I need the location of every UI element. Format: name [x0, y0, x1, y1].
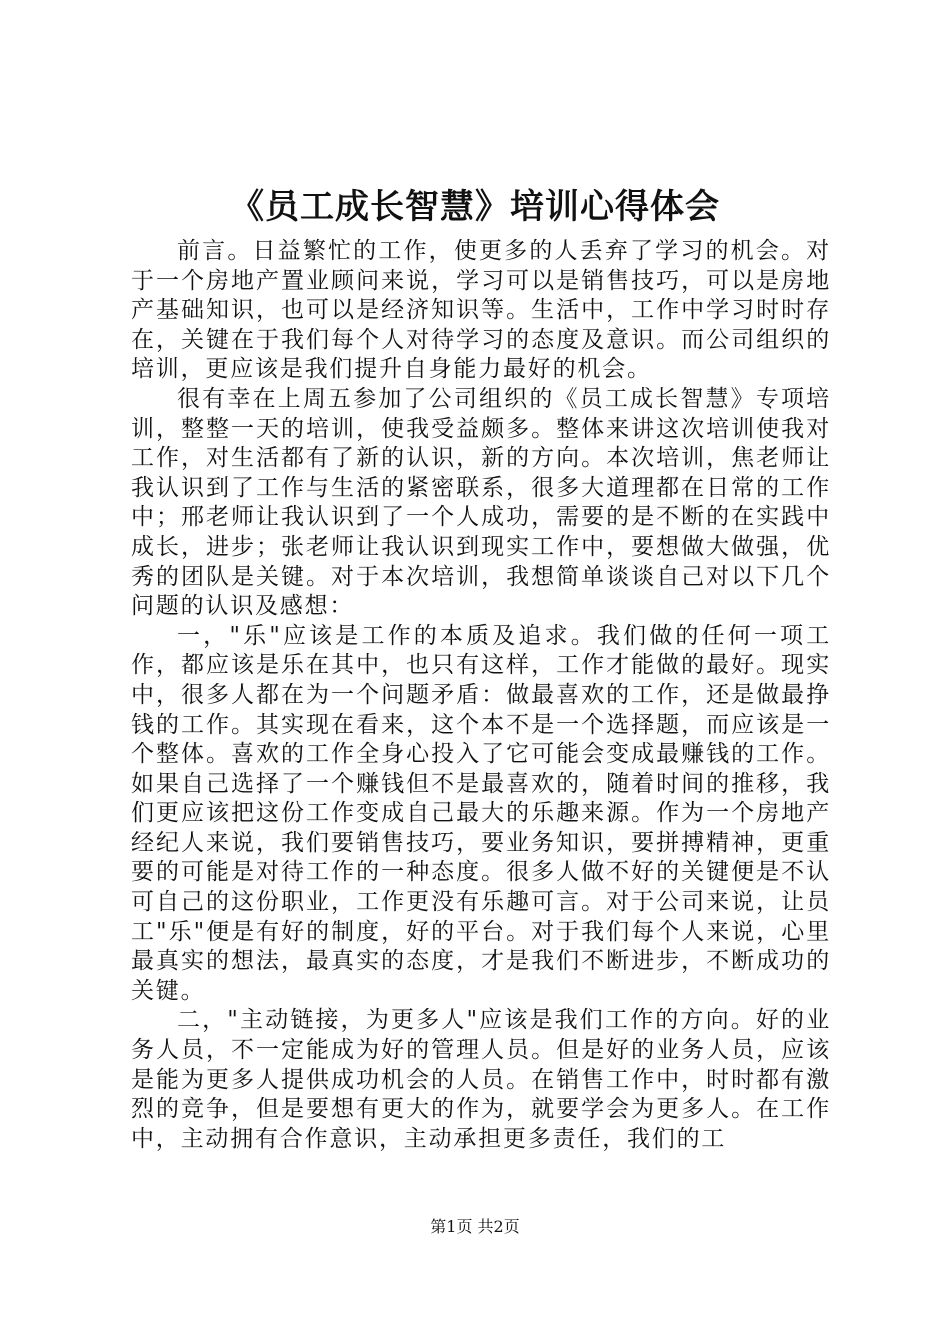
document-title: 《员工成长智慧》培训心得体会 — [230, 187, 720, 227]
paragraph-preface: 前言。日益繁忙的工作，使更多的人丢弃了学习的机会。对于一个房地产置业顾问来说，学习可以是销售技巧，可以是房地产基础知识，也可以是经济知识等。生活中，工作中学习时时存在，关键在于我们每个人对待学习的态度及意识。而公司组织的培训，更应该是我们提升自身能力最好的机会。 — [131, 238, 831, 383]
paragraph-training-summary: 很有幸在上周五参加了公司组织的《员工成长智慧》专项培训，整整一天的培训，使我受益颇多。整体来讲这次培训使我对工作，对生活都有了新的认识，新的方向。本次培训，焦老师让我认识到了工作与生活的紧密联系，很多大道理都在日常的工作中；邢老师让我认识到了一个人成功，需要的是不断的在实践中成长，进步；张老师让我认识到现实工作中，要想做大做强，优秀的团队是关键。对于本次培训，我想简单谈谈自己对以下几个问题的认识及感想： — [131, 385, 831, 620]
document-body — [131, 237, 831, 1154]
paragraph-point-two: 二，"主动链接，为更多人"应该是我们工作的方向。好的业务人员，不一定能成为好的管理人员。但是好的业务人员，应该是能为更多人提供成功机会的人员。在销售工作中，时时都有激烈的竞争，但是要想有更大的作为，就要学会为更多人。在工作中，主动拥有合作意识，主动承担更多责任，我们的工 — [131, 1007, 831, 1152]
paragraph-point-one: 一，"乐"应该是工作的本质及追求。我们做的任何一项工作，都应该是乐在其中，也只有这样，工作才能做的最好。现实中，很多人都在为一个问题矛盾：做最喜欢的工作，还是做最挣钱的工作。其实现在看来，这个本不是一个选择题，而应该是一个整体。喜欢的工作全身心投入了它可能会变成最赚钱的工作。如果自己选择了一个赚钱但不是最喜欢的，随着时间的推移，我们更应该把这份工作变成自己最大的乐趣来源。作为一个房地产经纪人来说，我们要销售技巧，要业务知识，要拼搏精神，更重要的可能是对待工作的一种态度。很多人做不好的关键便是不认可自己的这份职业，工作更没有乐趣可言。对于公司来说，让员工"乐"便是有好的制度，好的平台。对于我们每个人来说，心里最真实的想法，最真实的态度，才是我们不断进步，不断成功的关键。 — [131, 622, 831, 1004]
page-number-footer: 第1页 共2页 — [430, 1217, 520, 1236]
